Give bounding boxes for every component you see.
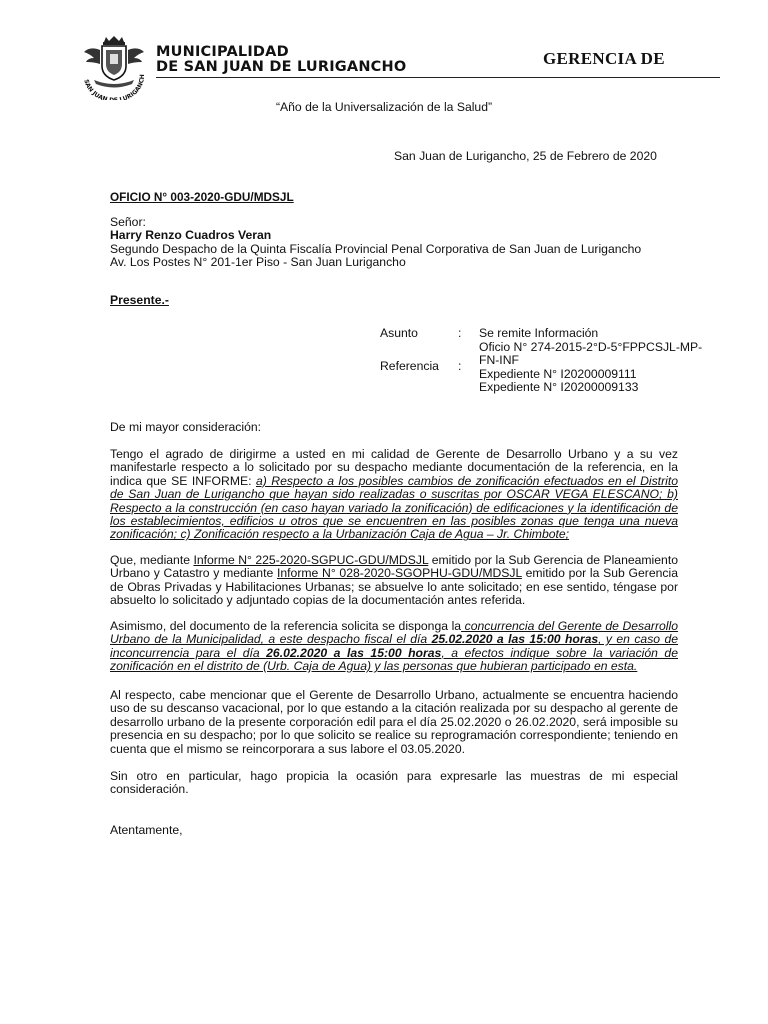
subject-colon: :: [458, 326, 462, 340]
text: , a efectos indique sobre la variación de zonificación en el distrito de (Urb. Caja de Agua) y las personas que hubieran participado en esta.: [110, 645, 678, 674]
paragraph-request-items: a) Respecto a los posibles cambios de zonificación efectuados en el Distrito de San Juan de Lurigancho que hayan sido realizadas o suscritas por OSCAR VEGA ELESCANO; b) Respecto a la construcción (en caso hayan variado la zonificación) de edificaciones y la identificación de los establecimientos, edificios u otros que se encuentren en las posibles zonas que tenga una nueva zonificación; c) Zonificación respecto a la Urbanización Caja de Agua – Jr. Chimbote;: [110, 473, 678, 542]
paragraph-request: [110, 448, 678, 542]
reference-item: FN-INF: [479, 353, 519, 368]
reference-item: Expediente N° I20200009111: [479, 366, 637, 381]
subject-label: Asunto: [380, 326, 418, 340]
text: Que, mediante: [110, 553, 194, 567]
text: emitido por la Sub Gerencia de Obras Privadas y Habilitaciones Urbanas; se absuelve lo ante solicitado; en ese sentido, téngase por absuelto lo solicitado y adjuntado copias de la documentación antes referida.: [110, 566, 678, 608]
addressee-name: Harry Renzo Cuadros Veran: [110, 228, 272, 243]
paragraph-reports: [110, 554, 678, 608]
summons-date-1: 25.02.2020 a las 15:00 horas: [431, 632, 599, 647]
addressee-block: [110, 216, 710, 270]
org-name-line2: DE SAN JUAN DE LURIGANCHO: [156, 59, 407, 75]
document-number: OFICIO N° 003-2020-GDU/MDSJL: [110, 190, 294, 204]
sign-off: Atentamente,: [110, 823, 183, 837]
presente-heading: Presente.-: [110, 293, 169, 307]
year-motto: “Año de la Universalización de la Salud”: [275, 100, 493, 114]
reference-label: Referencia: [380, 359, 439, 373]
department-title: GERENCIA DE: [543, 49, 665, 68]
reference-colon: :: [458, 359, 462, 373]
paragraph-closing: Sin otro en particular, hago propicia la ocasión para expresarle las muestras de mi especial consideración.: [110, 769, 678, 797]
reference-item: Expediente N° I20200009133: [479, 380, 639, 395]
addressee-salutation: Señor:: [110, 215, 146, 229]
subject-value: Se remite Información: [479, 326, 599, 340]
greeting: De mi mayor consideración:: [110, 420, 262, 434]
reference-item: Oficio N° 274-2015-2°D-5°FPPCSJL-MP-: [479, 340, 703, 354]
report-reference-2: Informe N° 028-2020-SGOPHU-GDU/MDSJL: [276, 566, 522, 581]
reference-values: [479, 341, 714, 395]
org-name-line1: MUNICIPALIDAD: [156, 44, 289, 60]
report-reference-1: Informe N° 225-2020-SGPUC-GDU/MDSJL: [193, 553, 429, 567]
header-rule: [156, 77, 720, 78]
text: concurrencia del Gerente de Desarrollo Urbano de la Municipalidad, a este despacho fiscal el día: [110, 619, 678, 647]
addressee-address: Av. Los Postes N° 201-1er Piso - San Juan Lurigancho: [110, 255, 406, 270]
paragraph-summons: [110, 620, 678, 674]
seal-text: SAN JUAN LURIGANCH: [82, 74, 147, 100]
text: emitido por la Sub Gerencia de Planeamiento Urbano y Catastro y mediante: [110, 553, 678, 581]
municipal-seal-logo: [76, 36, 152, 100]
paragraph-vacation: Al respecto, cabe mencionar que el Gerente de Desarrollo Urbano, actualmente se encuentra haciendo uso de su descanso vacacional, por lo que estando a la citación realizada por su despacho al gerente de desarrollo urbano de la presente corporación edil para el día 25.02.2020 o 26.02.2020, será imposible su presencia en su despacho; por lo que solicito se realice su reprogramación correspondiente; teniendo en cuenta que el mismo se reincorporara a sus labore el 03.05.2020.: [110, 688, 678, 756]
text: , y en caso de inconcurrencia para el día: [110, 632, 678, 660]
place-date: San Juan de Lurigancho, 25 de Febrero de 2020: [394, 149, 657, 163]
text: Asimismo, del documento de la referencia solicita se disponga la: [110, 619, 462, 633]
paragraph-request-intro: Tengo el agrado de dirigirme a usted en mi calidad de Gerente de Desarrollo Urbano y a su vez manifestarle respecto a lo solicitado por su despacho mediante documentación de la referencia, en la indica que SE INFORME:: [110, 447, 678, 488]
summons-date-2: 26.02.2020 a las 15:00 horas: [266, 645, 442, 660]
addressee-office: Segundo Despacho de la Quinta Fiscalía Provincial Penal Corporativa de San Juan de Lurigancho: [110, 241, 642, 256]
